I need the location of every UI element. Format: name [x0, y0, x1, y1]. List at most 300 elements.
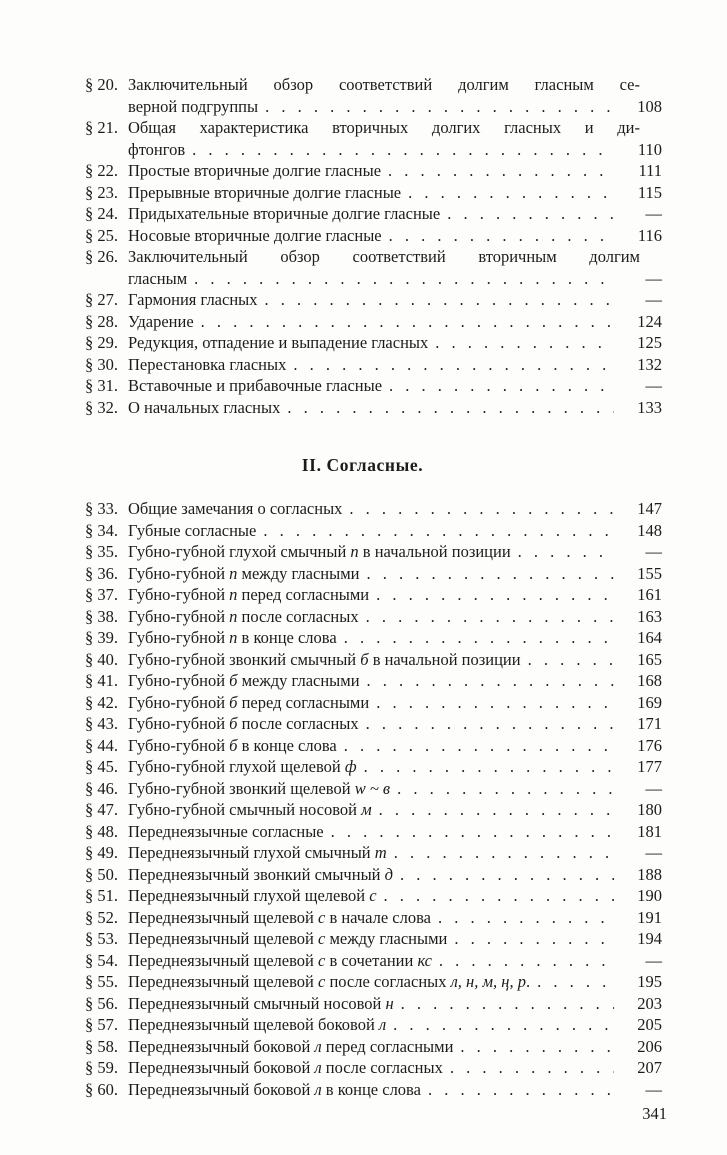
entry-number: § 45. — [85, 757, 118, 776]
dot-leader — [393, 1014, 614, 1036]
entry-page-number: 132 — [637, 354, 662, 374]
dot-leader — [265, 96, 614, 118]
dot-leader — [344, 735, 614, 757]
phoneme-symbol: с — [317, 929, 326, 948]
entry-title-text: Придыхательные вторичные долгие гласные — [128, 204, 441, 223]
toc-entry — [85, 1036, 662, 1058]
toc-line — [85, 928, 662, 950]
phoneme-symbol: с — [317, 972, 326, 991]
entry-page-number: 171 — [637, 714, 662, 733]
entry-number: § 56. — [85, 993, 118, 1013]
toc-entry — [85, 584, 662, 606]
entry-title — [128, 117, 662, 139]
entry-title-text: Губно-губной — [128, 671, 230, 690]
entry-title-text: в конце слова — [237, 628, 337, 647]
entry-title — [128, 756, 357, 778]
entry-page-number: 205 — [637, 1015, 662, 1034]
entry-number: § 22. — [85, 161, 118, 180]
entry-title-text: Заключительный обзор соответствий долгим гласным се- — [128, 75, 640, 94]
dot-leader — [379, 799, 614, 821]
phoneme-symbol: л — [314, 1079, 322, 1099]
entry-title — [128, 584, 369, 606]
page-folio: 341 — [642, 1104, 667, 1123]
entry-number: § 39. — [85, 628, 118, 647]
toc-line — [85, 735, 662, 757]
dot-leader — [537, 971, 614, 993]
entry-title — [128, 397, 280, 419]
entry-title-text: между гласными — [237, 563, 360, 583]
entry-page-number: 188 — [637, 864, 662, 884]
dot-leader — [438, 907, 614, 929]
toc-entry — [85, 203, 662, 225]
phoneme-symbol: п — [229, 585, 238, 604]
entry-number: § 51. — [85, 886, 118, 905]
entry-title-text: в конце слова — [321, 1079, 421, 1099]
entry-number: § 33. — [85, 499, 118, 518]
toc-line — [85, 842, 662, 864]
entry-title-text: гласным — [128, 268, 188, 288]
dot-leader — [439, 950, 614, 972]
entry-title — [128, 563, 359, 585]
entry-title-text: Губные согласные — [128, 520, 257, 540]
dot-leader — [397, 778, 614, 800]
toc-entry — [85, 160, 662, 182]
entry-page-number: 124 — [637, 311, 662, 331]
entry-title-text: Переднеязычный щелевой — [128, 929, 318, 948]
entry-title-text: Заключительный обзор соответствий вторичным долгим — [128, 247, 640, 266]
entry-title-text: Губно-губной звонкий смычный — [128, 649, 361, 669]
entry-page-number: 148 — [637, 520, 662, 540]
entry-title-text: Переднеязычный щелевой боковой — [128, 1015, 379, 1034]
toc-line — [85, 670, 662, 692]
entry-number: § 52. — [85, 907, 118, 927]
entry-number: § 29. — [85, 333, 118, 352]
toc-line — [85, 541, 662, 563]
dot-leader — [394, 842, 614, 864]
entry-page-number: 116 — [637, 225, 662, 245]
entry-title-text: Переднеязычные согласные — [128, 821, 324, 841]
phoneme-symbol: ф — [344, 757, 357, 776]
dot-leader — [265, 289, 615, 311]
toc-line — [85, 692, 662, 714]
dot-leader — [287, 397, 614, 419]
entry-page-number: 111 — [638, 161, 662, 180]
entry-title — [128, 778, 390, 800]
entry-title — [128, 375, 382, 397]
dot-leader — [408, 182, 614, 204]
toc-line — [85, 563, 662, 585]
toc-entry — [85, 821, 662, 843]
phoneme-symbol: п — [229, 628, 238, 647]
entry-title — [128, 311, 194, 333]
phoneme-symbol: w ~ в — [354, 778, 391, 798]
entry-title — [128, 541, 511, 563]
entry-number: § 46. — [85, 778, 118, 798]
entry-page-number: — — [645, 1079, 662, 1099]
entry-number: § 31. — [85, 376, 118, 395]
toc-line — [85, 246, 662, 268]
entry-title — [128, 268, 187, 290]
entry-title-text: Переднеязычный звонкий смычный — [128, 864, 385, 884]
entry-title — [128, 864, 393, 886]
phoneme-symbol: п — [229, 606, 238, 626]
entry-number: § 25. — [85, 225, 118, 245]
toc-line — [85, 864, 662, 886]
toc-line — [85, 821, 662, 843]
entry-title — [128, 627, 337, 649]
entry-number: § 60. — [85, 1079, 118, 1099]
dot-leader — [366, 606, 614, 628]
entry-title — [128, 799, 372, 821]
entry-title-text: в сочетании — [325, 950, 418, 970]
entry-page-number: 108 — [637, 96, 662, 116]
dot-leader — [376, 692, 614, 714]
entry-title-text: . — [525, 972, 531, 991]
phoneme-symbol: м — [361, 800, 372, 819]
toc-line — [85, 117, 662, 139]
toc-line — [85, 584, 662, 606]
entry-number: § 44. — [85, 735, 118, 755]
entry-number: § 59. — [85, 1058, 118, 1077]
entry-number: § 36. — [85, 563, 118, 583]
entry-title — [128, 139, 185, 161]
entry-page-number: 115 — [637, 182, 662, 202]
entry-page-number: — — [645, 268, 662, 288]
dot-leader — [528, 649, 614, 671]
phoneme-symbol: д — [384, 864, 393, 884]
toc-line — [85, 885, 662, 907]
entry-title-text: Губно-губной звонкий щелевой — [128, 778, 355, 798]
entry-number: § 49. — [85, 843, 118, 862]
entry-title-text: фтонгов — [128, 139, 186, 159]
dot-leader — [263, 520, 614, 542]
phoneme-symbol: б — [229, 714, 238, 733]
entry-number: § 54. — [85, 950, 118, 970]
dot-leader — [435, 332, 614, 354]
entry-title — [128, 885, 377, 907]
entry-title — [128, 160, 381, 182]
entry-title-text: Переднеязычный боковой — [128, 1058, 315, 1077]
entry-title-text: перед согласными — [237, 692, 370, 712]
phoneme-symbol: б — [229, 735, 238, 755]
entry-title-text: Общие замечания о согласных — [128, 499, 343, 518]
entry-title-text: Простые вторичные долгие гласные — [128, 161, 382, 180]
toc-entry — [85, 692, 662, 714]
entry-title-text: Переднеязычный смычный носовой — [128, 993, 386, 1013]
entry-title — [128, 928, 447, 950]
toc-entry — [85, 864, 662, 886]
entry-page-number: 155 — [637, 563, 662, 583]
dot-leader — [344, 627, 614, 649]
toc-entry — [85, 74, 662, 117]
entry-number: § 20. — [85, 75, 118, 94]
entry-page-number: — — [645, 542, 662, 561]
toc-line — [85, 1079, 662, 1101]
dot-leader — [447, 203, 614, 225]
toc-line — [85, 907, 662, 929]
phoneme-symbol: кс — [417, 950, 432, 970]
toc-line — [85, 311, 662, 333]
entry-page-number: 203 — [637, 993, 662, 1013]
toc-entry — [85, 354, 662, 376]
toc-line — [85, 74, 662, 96]
entry-title-text: в начале слова — [325, 907, 431, 927]
entry-page-number: 164 — [637, 628, 662, 647]
entry-page-number: 165 — [637, 649, 662, 669]
dot-leader — [450, 1057, 614, 1079]
dot-leader — [454, 928, 614, 950]
entry-title-text: Вставочные и прибавочные гласные — [128, 376, 383, 395]
dot-leader — [201, 311, 614, 333]
phoneme-symbol: с — [369, 886, 377, 905]
toc-entry — [85, 885, 662, 907]
entry-title-text: Прерывные вторичные долгие гласные — [128, 182, 402, 202]
toc-entry — [85, 246, 662, 289]
entry-page-number: 181 — [637, 821, 662, 841]
entry-page-number: 206 — [637, 1036, 662, 1056]
toc-entry — [85, 1079, 662, 1101]
phoneme-symbol: п — [229, 563, 238, 583]
entry-title-text: Губно-губной — [128, 692, 230, 712]
entry-title-text: Губно-губной смычный носовой — [128, 800, 362, 819]
toc-line — [85, 778, 662, 800]
toc-entry — [85, 520, 662, 542]
entry-number: § 26. — [85, 247, 118, 266]
entry-page-number: — — [645, 843, 662, 862]
phoneme-symbol: б — [229, 671, 238, 690]
entry-page-number: 163 — [637, 606, 662, 626]
toc-entry — [85, 649, 662, 671]
phoneme-symbol: т — [374, 843, 387, 862]
entry-number: § 30. — [85, 354, 118, 374]
entry-number: § 42. — [85, 692, 118, 712]
toc-entry — [85, 225, 662, 247]
entry-page-number: — — [645, 778, 662, 798]
toc-entry — [85, 735, 662, 757]
toc-entry — [85, 756, 662, 778]
entry-page-number: — — [645, 290, 662, 309]
entry-title — [128, 1079, 421, 1101]
toc-entry — [85, 842, 662, 864]
entry-title — [128, 1036, 453, 1058]
toc-entry — [85, 1057, 662, 1079]
toc-line — [85, 160, 662, 182]
entry-title — [128, 1057, 443, 1079]
entry-page-number: 169 — [637, 692, 662, 712]
entry-title — [128, 713, 359, 735]
entry-title — [128, 993, 394, 1015]
entry-page-number: — — [645, 376, 662, 395]
entry-title-text: после согласных — [325, 972, 451, 991]
toc-entry — [85, 971, 662, 993]
entry-title-text: Губно-губной — [128, 735, 230, 755]
toc-line — [85, 332, 662, 354]
toc-entry — [85, 799, 662, 821]
entry-number: § 53. — [85, 929, 118, 948]
toc-line — [85, 606, 662, 628]
entry-number: § 37. — [85, 585, 118, 604]
toc-line — [85, 1014, 662, 1036]
dot-leader — [518, 541, 614, 563]
entry-title-text: после согласных — [237, 714, 359, 733]
entry-page-number: 207 — [637, 1058, 662, 1077]
dot-leader — [331, 821, 614, 843]
entry-number: § 47. — [85, 800, 118, 819]
entry-title-text: верной подгруппы — [128, 96, 259, 116]
entry-title — [128, 907, 431, 929]
entry-title-text: между гласными — [325, 929, 448, 948]
entry-title-text: Губно-губной глухой смычный — [128, 542, 351, 561]
entry-number: § 57. — [85, 1015, 118, 1034]
phoneme-symbol: б — [229, 692, 238, 712]
toc-line — [85, 1057, 662, 1079]
entry-page-number: 161 — [637, 585, 662, 604]
entry-page-number: 194 — [637, 929, 662, 948]
toc-line — [85, 756, 662, 778]
phoneme-symbol: б — [360, 649, 369, 669]
toc-line — [85, 971, 662, 993]
entry-title-text: Губно-губной — [128, 628, 230, 647]
dot-leader — [367, 670, 614, 692]
entry-title — [128, 182, 401, 204]
toc-line — [85, 139, 662, 161]
phoneme-symbol: п — [350, 542, 359, 561]
toc-line — [85, 268, 662, 290]
toc-entry — [85, 670, 662, 692]
entry-title — [128, 203, 440, 225]
entry-title-text: в конце слова — [237, 735, 337, 755]
entry-number: § 34. — [85, 520, 118, 540]
entry-title-text: Редукция, отпадение и выпадение гласных — [128, 333, 429, 352]
toc-entry — [85, 541, 662, 563]
toc-line — [85, 182, 662, 204]
toc-entry — [85, 1014, 662, 1036]
dot-leader — [389, 375, 614, 397]
entry-title — [128, 225, 382, 247]
entry-title-text: Переднеязычный глухой смычный — [128, 843, 375, 862]
toc-line — [85, 993, 662, 1015]
entry-title-text: О начальных гласных — [128, 397, 281, 417]
toc-entry — [85, 928, 662, 950]
entry-number: § 55. — [85, 972, 118, 991]
dot-leader — [376, 584, 614, 606]
entry-page-number: — — [645, 204, 662, 223]
entry-title-text: Переднеязычный щелевой — [128, 907, 318, 927]
dot-leader — [401, 993, 614, 1015]
entry-title-text: Переднеязычный щелевой — [128, 972, 318, 991]
toc-line — [85, 498, 662, 520]
entry-title-text: Губно-губной — [128, 585, 230, 604]
entry-title-text: Общая характеристика вторичных долгих гласных и ди- — [128, 118, 640, 137]
toc-entry — [85, 332, 662, 354]
entry-page-number: 190 — [637, 886, 662, 905]
entry-title — [128, 971, 530, 993]
entry-title — [128, 354, 286, 376]
entry-number: § 38. — [85, 606, 118, 626]
entry-title-text: Переднеязычный боковой — [128, 1079, 315, 1099]
entry-title — [128, 1014, 386, 1036]
entry-page-number: 110 — [637, 139, 662, 159]
entry-page-number: 195 — [637, 972, 662, 991]
entry-number: § 35. — [85, 542, 118, 561]
toc-entry — [85, 563, 662, 585]
entry-number: § 41. — [85, 671, 118, 690]
toc-line — [85, 950, 662, 972]
phoneme-symbol: с — [317, 950, 326, 970]
phoneme-symbol: л, н, м, ң, р — [450, 972, 526, 991]
phoneme-symbol: н — [385, 993, 394, 1013]
entry-title — [128, 289, 258, 311]
entry-title-text: Перестановка гласных — [128, 354, 287, 374]
entry-title-text: Переднеязычный боковой — [128, 1036, 315, 1056]
toc-line — [85, 1036, 662, 1058]
toc-line — [85, 627, 662, 649]
entry-title-text: Носовые вторичные долгие гласные — [128, 225, 382, 245]
entry-number: § 48. — [85, 821, 118, 841]
dot-leader — [460, 1036, 614, 1058]
entry-title — [128, 246, 662, 268]
entry-title — [128, 498, 342, 520]
toc-entry — [85, 182, 662, 204]
entry-title-text: Губно-губной — [128, 563, 230, 583]
entry-number: § 21. — [85, 118, 118, 137]
entry-title-text: Гармония гласных — [128, 290, 258, 309]
entry-title — [128, 692, 369, 714]
entry-title-text: в начальной позиции — [358, 542, 511, 561]
entry-page-number: 180 — [637, 800, 662, 819]
entry-title-text: Губно-губной — [128, 606, 230, 626]
entry-title — [128, 74, 662, 96]
toc-line — [85, 713, 662, 735]
entry-number: § 28. — [85, 311, 118, 331]
entry-number: § 50. — [85, 864, 118, 884]
entry-title-text: после согласных — [237, 606, 359, 626]
dot-leader — [384, 885, 614, 907]
phoneme-symbol: л — [314, 1058, 322, 1077]
toc-entry — [85, 713, 662, 735]
entry-title — [128, 670, 360, 692]
toc-entry — [85, 907, 662, 929]
dot-leader — [389, 225, 614, 247]
entry-title-text: Переднеязычный глухой щелевой — [128, 886, 370, 905]
entry-title — [128, 821, 324, 843]
toc-part2 — [85, 498, 662, 1100]
section-heading: II. Согласные. — [301, 455, 424, 475]
toc-entry — [85, 778, 662, 800]
entry-number: § 40. — [85, 649, 118, 669]
dot-leader — [192, 139, 614, 161]
toc-part1 — [85, 74, 662, 418]
entry-number: § 32. — [85, 397, 118, 417]
entry-number: § 58. — [85, 1036, 118, 1056]
entry-page-number: — — [645, 950, 662, 970]
entry-page-number: 133 — [637, 397, 662, 417]
phoneme-symbol: с — [317, 907, 326, 927]
toc-line — [85, 96, 662, 118]
entry-title — [128, 520, 256, 542]
toc-entry — [85, 397, 662, 419]
entry-title-text: Переднеязычный щелевой — [128, 950, 318, 970]
toc-entry — [85, 950, 662, 972]
entry-title — [128, 606, 359, 628]
dot-leader — [349, 498, 614, 520]
toc-entry — [85, 375, 662, 397]
dot-leader — [293, 354, 614, 376]
toc-entry — [85, 311, 662, 333]
entry-title — [128, 332, 428, 354]
entry-title-text: между гласными — [237, 671, 360, 690]
dot-leader — [400, 864, 614, 886]
